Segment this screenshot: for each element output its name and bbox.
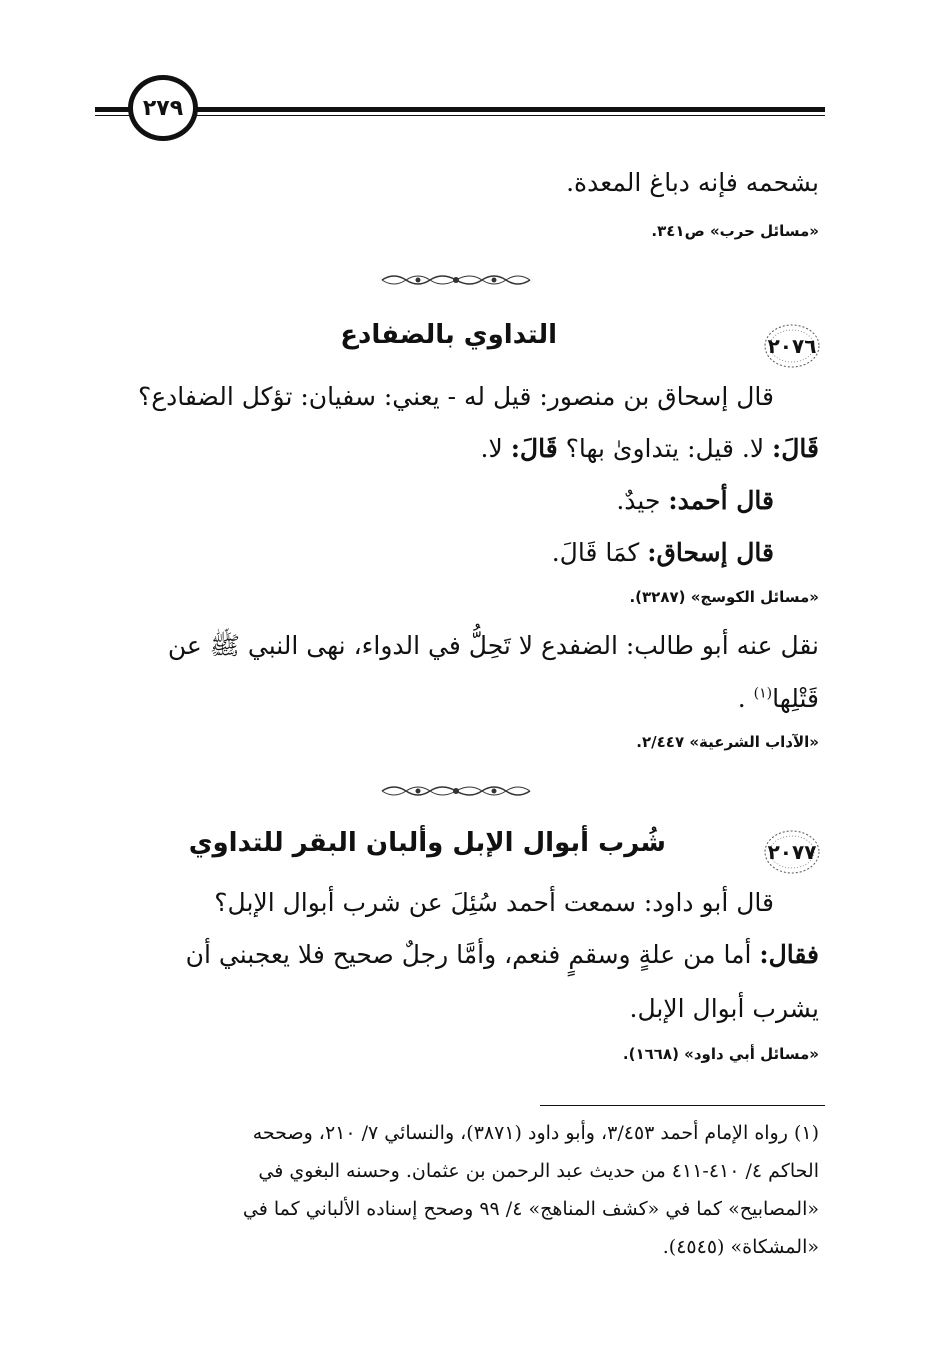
source-citation: «مسائل الكوسج» (٣٢٨٧). xyxy=(629,588,819,606)
section-title: شُرب أبوال الإبل وألبان البقر للتداوي xyxy=(188,828,666,858)
entry-number: ٢٠٧٦ xyxy=(767,334,817,358)
entry-number-badge xyxy=(762,828,822,876)
text-segment: لا. xyxy=(480,434,503,463)
text-segment: كمَا قَالَ. xyxy=(551,538,640,567)
entry-number: ٢٠٧٧ xyxy=(767,840,817,864)
footnote-line: (١) رواه الإمام أحمد ٣/٤٥٣، وأبو داود (٣٨٧١)، والنسائي ٧/ ٢١٠، وصححه xyxy=(252,1122,819,1144)
text-line xyxy=(481,434,819,463)
footnote-line: الحاكم ٤/ ٤١٠-٤١١ من حديث عبد الرحمن بن عثمان. وحسنه البغوي في xyxy=(258,1160,819,1182)
text-line xyxy=(738,684,819,713)
text-line: نقل عنه أبو طالب: الضفدع لا تَحِلُّ في الدواء، نهى النبي ﷺ عن xyxy=(167,631,819,660)
text-line xyxy=(186,940,819,969)
text-line xyxy=(552,538,774,567)
text-segment: جيدٌ. xyxy=(616,486,661,515)
speaker-label: قال أحمد: xyxy=(668,486,774,515)
footnote-line: «المشكاة» (٤٥٤٥). xyxy=(662,1236,819,1258)
page-number: ٢٧٩ xyxy=(142,95,184,121)
ornament-divider-icon xyxy=(380,272,532,288)
source-citation: «مسائل حرب» ص٣٤١. xyxy=(651,222,819,240)
text-segment: أما من علةٍ وسقمٍ فنعم، وأمَّا رجلٌ صحيح فلا يعجبني أن xyxy=(185,940,760,969)
ornament-divider-icon xyxy=(380,783,532,799)
speaker-label: فقال: xyxy=(759,940,819,969)
text-line: يشرب أبوال الإبل. xyxy=(629,994,819,1023)
section-title: التداوي بالضفادع xyxy=(340,320,557,350)
text-line: قال أبو داود: سمعت أحمد سُئِلَ عن شرب أبوال الإبل؟ xyxy=(214,888,774,917)
source-citation: «الآداب الشرعية» ٢/٤٤٧. xyxy=(636,733,819,751)
text-line xyxy=(616,486,774,515)
text-segment: . xyxy=(737,684,754,713)
speaker-label: قال إسحاق: xyxy=(647,538,774,567)
text-segment: قَتْلِها xyxy=(772,684,819,713)
footnote-reference[interactable]: (١) xyxy=(753,685,773,702)
continuation-text: بشحمه فإنه دباغ المعدة. xyxy=(566,168,819,197)
text-line: قال إسحاق بن منصور: قيل له - يعني: سفيان: تؤكل الضفادع؟ xyxy=(137,382,774,411)
text-segment: لا. قيل: يتداوىٰ بها؟ xyxy=(557,434,765,463)
qala-label: قَالَ: xyxy=(772,434,819,463)
header-rule xyxy=(95,107,825,116)
footnote-line: «المصابيح» كما في «كشف المناهج» ٤/ ٩٩ وصحح إسناده الألباني كما في xyxy=(242,1198,819,1220)
footnote-separator xyxy=(540,1105,825,1106)
source-citation: «مسائل أبي داود» (١٦٦٨). xyxy=(622,1045,819,1063)
entry-number-badge xyxy=(762,322,822,370)
qala-label: قَالَ: xyxy=(510,434,558,463)
